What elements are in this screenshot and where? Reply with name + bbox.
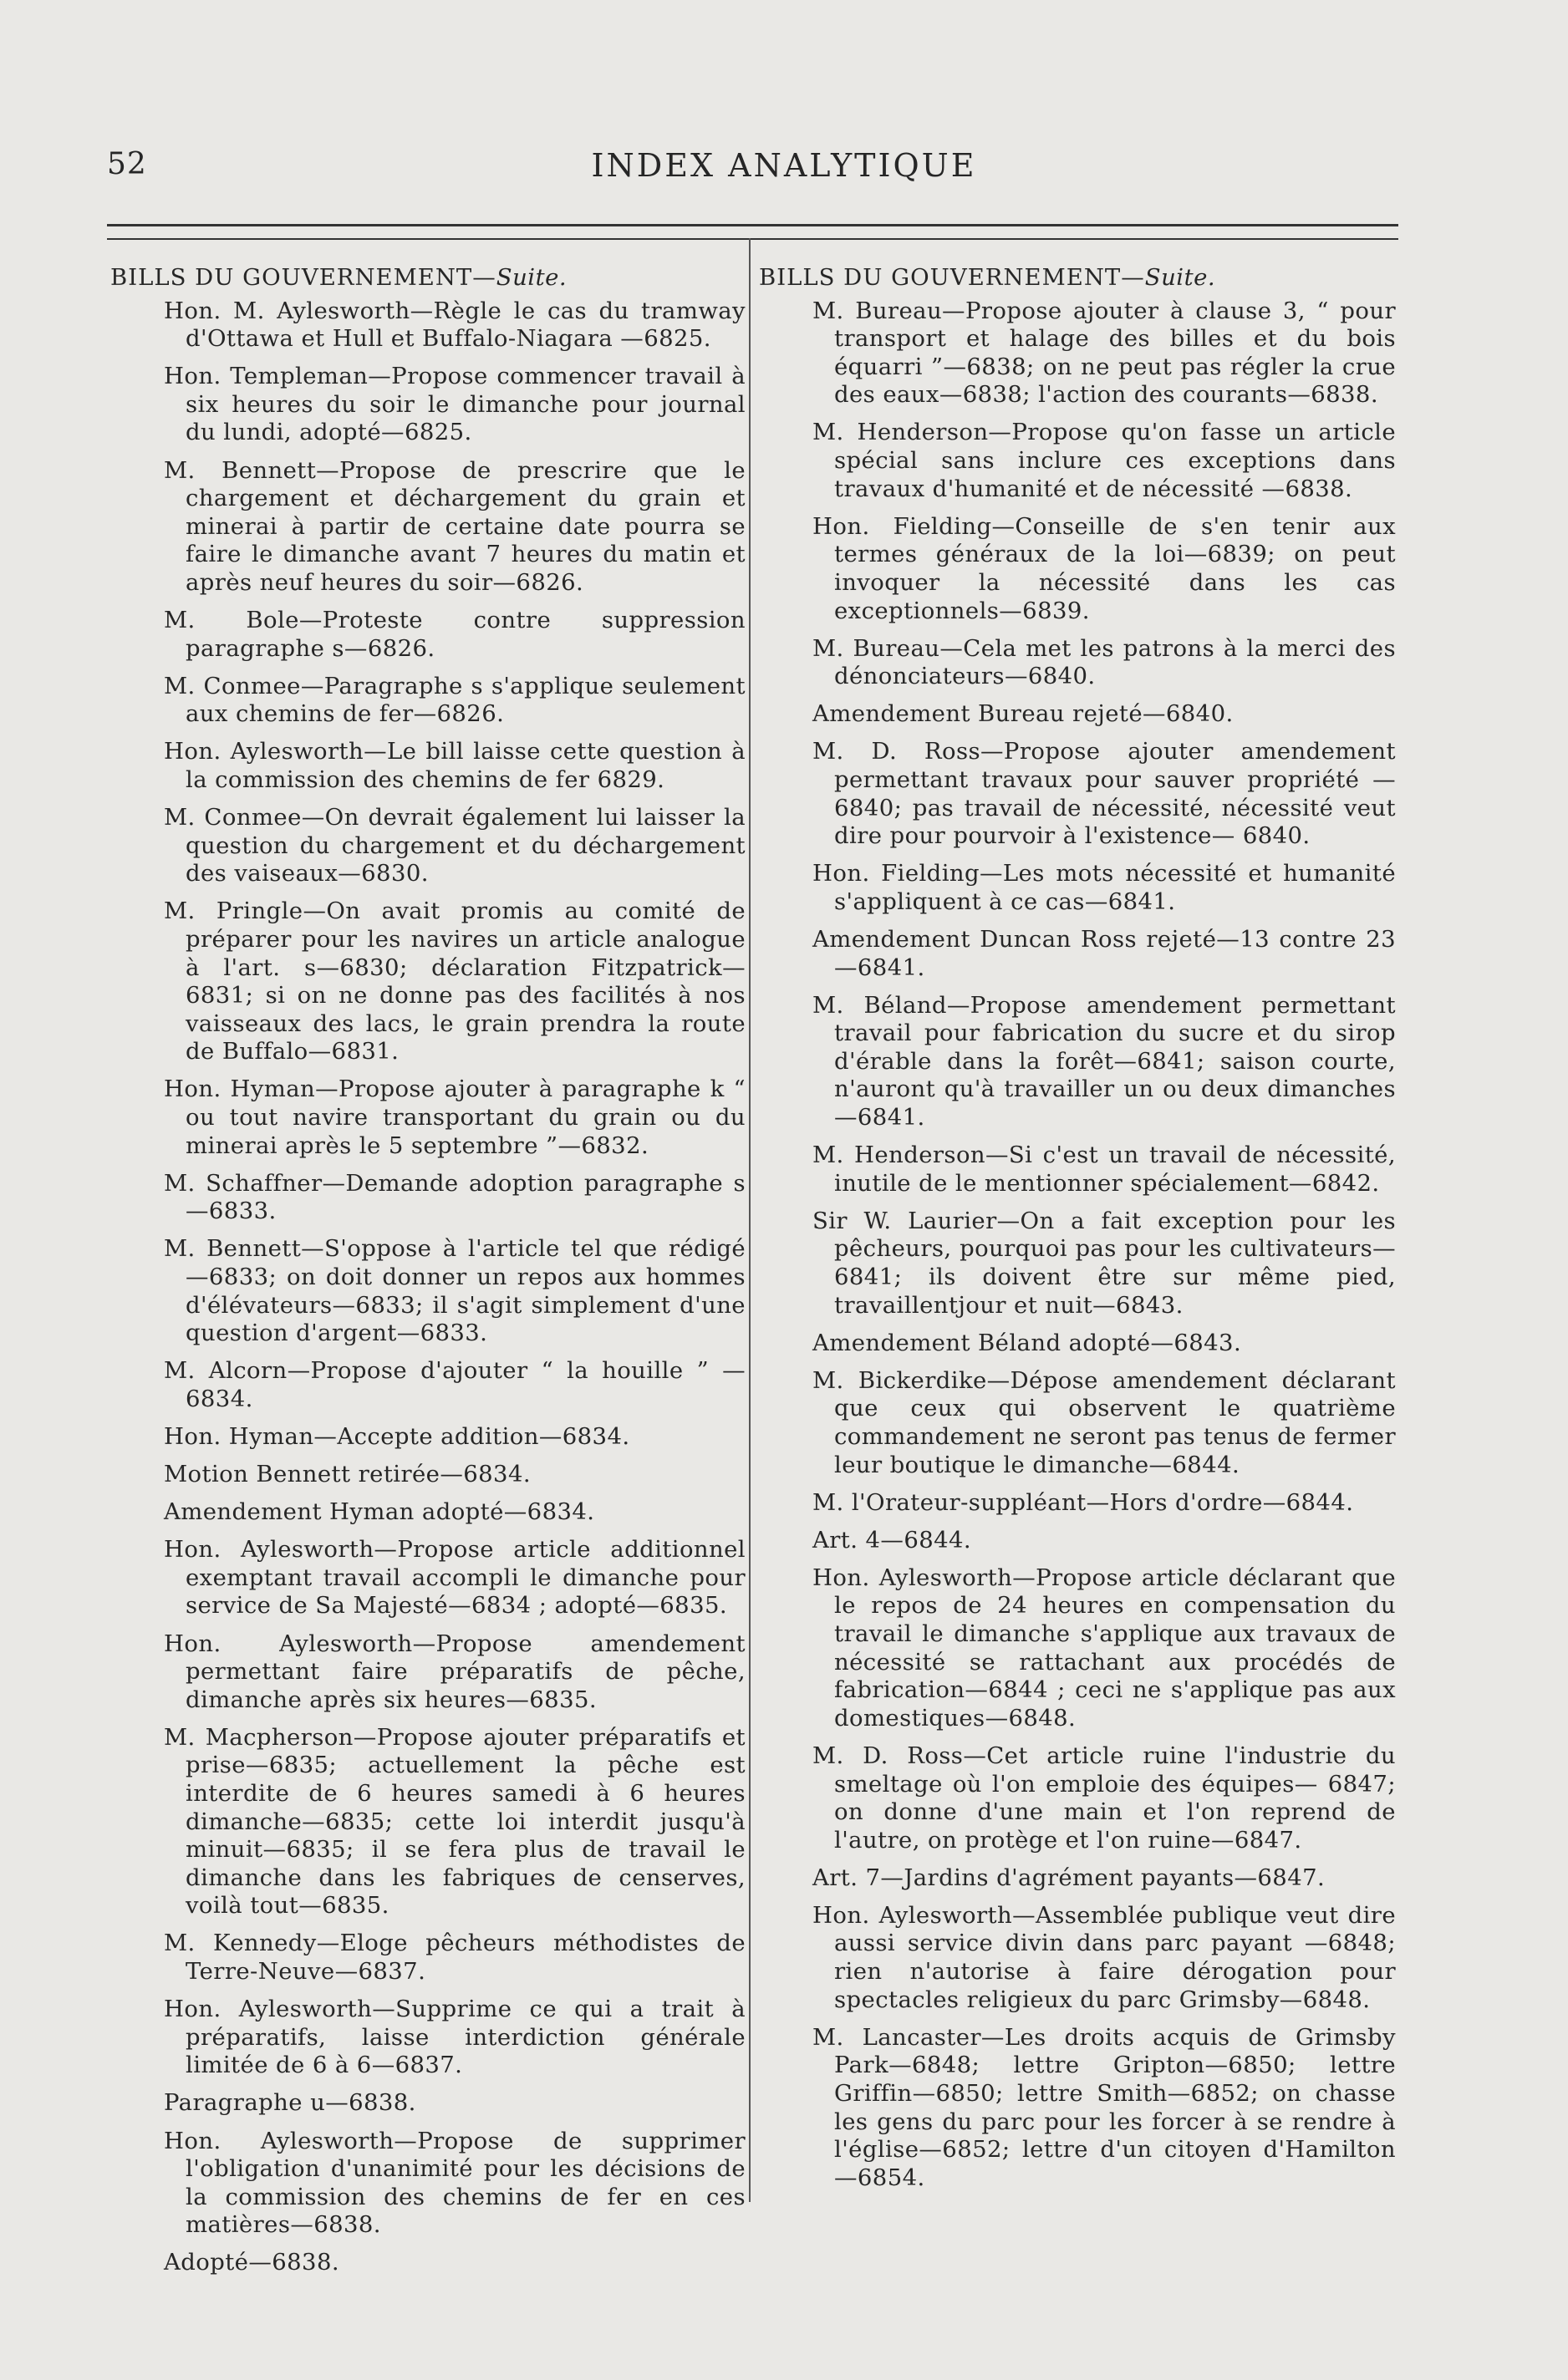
index-entry: M. D. Ross—Propose ajouter amendement permettant travaux pour sauver propriété —6840; pas travail de nécessité, nécessité veut dire pour pourvoir à l'existence— 6840. [812, 738, 1396, 850]
index-entry: M. Bole—Proteste contre suppression paragraphe s—6826. [164, 607, 746, 662]
right-column [759, 264, 1396, 2202]
index-entry: Amendement Duncan Ross rejeté—13 contre 23—6841. [812, 925, 1396, 981]
index-entry: Amendement Béland adopté—6843. [812, 1329, 1242, 1356]
left-column [110, 264, 746, 2287]
index-entry: Motion Bennett retirée—6834. [164, 1461, 531, 1488]
index-entry: M. Lancaster—Les droits acquis de Grimsby Park—6848; lettre Gripton—6850; lettre Griffin—6850; lettre Smith—6852; on chasse les gens du parc pour les forcer à se rendre à l'église—6852; lettre d'un citoyen d'Hamilton—6854. [812, 2023, 1396, 2191]
index-entry: Hon. Aylesworth—Assemblée publique veut dire aussi service divin dans parc payant —6848; rien n'autorise à faire dérogation pour spectacles religieux du parc Grimsby—6848. [812, 1901, 1396, 2013]
index-entry: Hon. Aylesworth—Propose amendement permettant faire préparatifs de pêche, dimanche après six heures—6835. [164, 1630, 746, 1713]
index-entry: Hon. Templeman—Propose commencer travail à six heures du soir le dimanche pour journal du lundi, adopté—6825. [164, 363, 746, 446]
index-entry: M. Kennedy—Eloge pêcheurs méthodistes de Terre-Neuve—6837. [164, 1930, 746, 1986]
running-title: INDEX ANALYTIQUE [591, 147, 977, 184]
index-entry: Hon. Hyman—Propose ajouter à paragraphe k “ ou tout navire transportant du grain ou du minerai après le 5 septembre ”—6832. [164, 1076, 746, 1159]
index-entry: Hon. Aylesworth—Propose de supprimer l'obligation d'unanimité pour les décisions de la commission des chemins de fer en ces matières—6838. [164, 2127, 746, 2239]
index-entry: Hon. Aylesworth—Le bill laisse cette question à la commission des chemins de fer 6829. [164, 738, 746, 793]
index-entry: M. Bennett—S'oppose à l'article tel que rédigé—6833; on doit donner un repos aux hommes d'élévateurs—6833; il s'agit simplement d'une question d'argent—6833. [164, 1235, 746, 1347]
index-entry: Art. 7—Jardins d'agrément payants—6847. [812, 1864, 1326, 1891]
index-entry: M. Schaffner—Demande adoption paragraphe s—6833. [164, 1169, 746, 1225]
header-rule [107, 224, 1398, 240]
index-entry: Amendement Hyman adopté—6834. [164, 1498, 595, 1526]
index-entry: M. Béland—Propose amendement permettant travail pour fabrication du sucre et du sirop d'érable dans la forêt—6841; saison courte, n'auront qu'à travailler un ou deux dimanches—6841. [812, 991, 1396, 1132]
index-entry: Hon. Aylesworth—Propose article déclarant que le repos de 24 heures en compensation du travail le dimanche s'applique aux travaux de nécessité se rattachant aux procédés de fabrication—6844 ; ceci ne s'applique pas aux domestiques—6848. [812, 1564, 1396, 1732]
index-entry: M. Henderson—Propose qu'on fasse un article spécial sans inclure ces exceptions dans travaux d'humanité et de nécessité —6838. [812, 419, 1396, 502]
index-entry: Sir W. Laurier—On a fait exception pour les pêcheurs, pourquoi pas pour les cultivateurs—6841; ils doivent être sur même pied, travaillentjour et nuit—6843. [812, 1207, 1396, 1319]
right-heading-text: BILLS DU GOUVERNEMENT— [759, 264, 1145, 291]
index-entry: M. Henderson—Si c'est un travail de nécessité, inutile de le mentionner spécialement—6842. [812, 1142, 1396, 1197]
index-entry: M. Conmee—On devrait également lui laisser la question du chargement et du déchargement des vaiseaux—6830. [164, 804, 746, 887]
right-heading-suffix: Suite. [1144, 264, 1216, 291]
index-entry: Hon. Aylesworth—Propose article additionnel exemptant travail accompli le dimanche pour service de Sa Majesté—6834 ; adopté—6835. [164, 1536, 746, 1620]
index-entry: Hon. Fielding—Les mots nécessité et humanité s'appliquent à ce cas—6841. [812, 860, 1396, 915]
index-entry: Hon. Hyman—Accepte addition—6834. [164, 1422, 630, 1450]
left-heading-suffix: Suite. [496, 264, 568, 291]
left-heading-text: BILLS DU GOUVERNEMENT— [110, 264, 496, 291]
right-entries [759, 298, 1396, 2193]
index-entry: M. Bureau—Cela met les patrons à la merci des dénonciateurs—6840. [812, 634, 1396, 690]
index-entry: Amendement Bureau rejeté—6840. [812, 700, 1234, 728]
index-entry: M. Pringle—On avait promis au comité de préparer pour les navires un article analogue à l'art. s—6830; déclaration Fitzpatrick—6831; si on ne donne pas des facilités à nos vaisseaux des lacs, le grain prendra la route de Buffalo—6831. [164, 898, 746, 1065]
column-divider [749, 238, 751, 2202]
index-entry: Art. 4—6844. [812, 1526, 972, 1554]
index-entry: Paragraphe u—6838. [164, 2089, 416, 2117]
left-entries [110, 298, 746, 2277]
index-entry: M. Bickerdike—Dépose amendement déclarant que ceux qui observent le quatrième commandement ne seront pas tenus de fermer leur boutique le dimanche—6844. [812, 1366, 1396, 1478]
index-entry: M. l'Orateur-suppléant—Hors d'ordre—6844. [812, 1488, 1354, 1516]
index-entry: Hon. M. Aylesworth—Règle le cas du tramway d'Ottawa et Hull et Buffalo-Niagara —6825. [164, 297, 746, 353]
left-column-heading [110, 264, 746, 292]
index-entry: M. D. Ross—Cet article ruine l'industrie du smeltage où l'on emploie des équipes— 6847; on donne d'une main et l'on reprend de l'autre, on protège et l'on ruine—6847. [812, 1742, 1396, 1854]
index-entry: M. Bureau—Propose ajouter à clause 3, “ pour transport et halage des billes et du bois équarri ”—6838; on ne peut pas régler la crue des eaux—6838; l'action des courants—6838. [812, 297, 1396, 409]
index-entry: M. Conmee—Paragraphe s s'applique seulement aux chemins de fer—6826. [164, 672, 746, 728]
index-entry: Hon. Aylesworth—Supprime ce qui a trait à préparatifs, laisse interdiction générale limitée de 6 à 6—6837. [164, 1996, 746, 2079]
index-entry: M. Bennett—Propose de prescrire que le chargement et déchargement du grain et minerai à partir de certaine date pourra se faire le dimanche avant 7 heures du matin et après neuf heures du soir—6826. [164, 456, 746, 596]
page-number: 52 [107, 147, 147, 181]
index-entry: Adopté—6838. [164, 2249, 339, 2276]
index-entry: Hon. Fielding—Conseille de s'en tenir aux termes généraux de la loi—6839; on peut invoquer la nécessité dans les cas exceptionnels—6839. [812, 512, 1396, 624]
index-entry: M. Alcorn—Propose d'ajouter “ la houille ” —6834. [164, 1357, 746, 1412]
right-column-heading [759, 264, 1396, 292]
index-entry: M. Macpherson—Propose ajouter préparatifs et prise—6835; actuellement la pêche est interdite de 6 heures samedi à 6 heures dimanche—6835; cette loi interdit jusqu'à minuit—6835; il se fera plus de travail le dimanche dans les fabriques de censerves, voilà tout—6835. [164, 1723, 746, 1920]
